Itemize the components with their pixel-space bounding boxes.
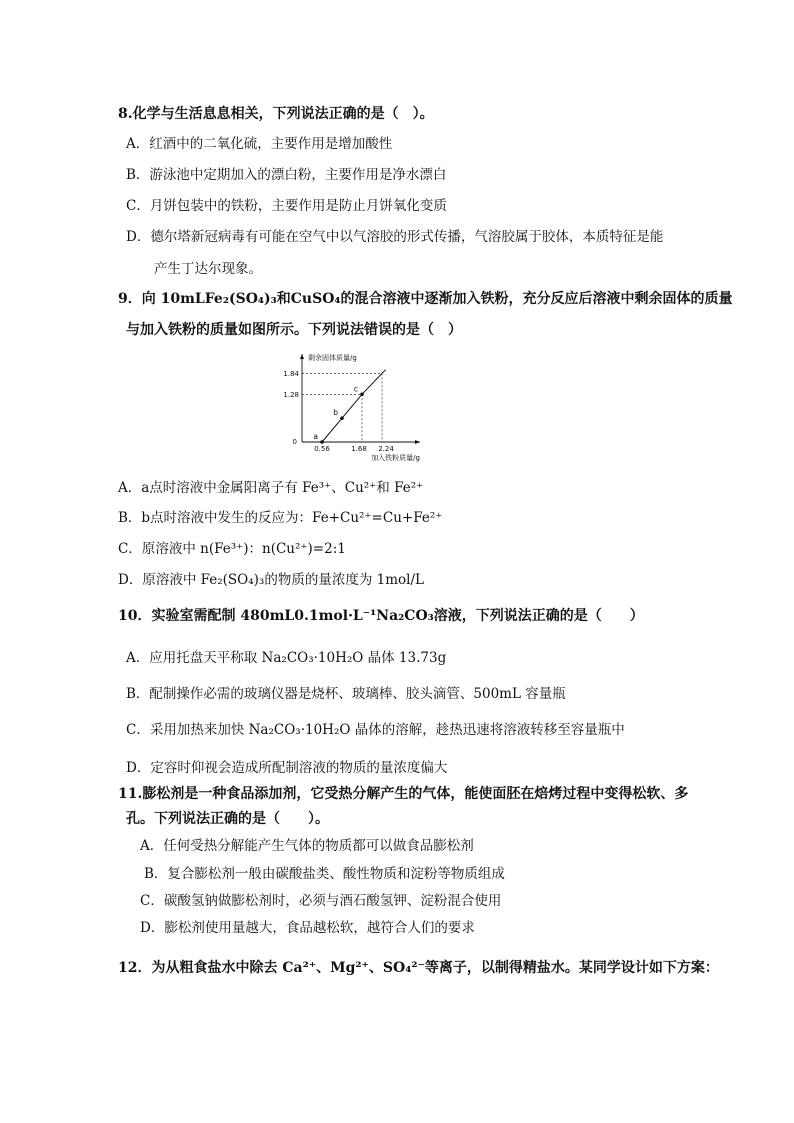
q9-option-a: A．a点时溶液中金属阳离子有 Fe³⁺、Cu²⁺和 Fe²⁺ bbox=[118, 480, 424, 496]
q8-option-d-cont: 产生丁达尔现象。 bbox=[154, 261, 262, 277]
q10-stem: 10．实验室需配制 480mL0.1mol·L⁻¹Na₂CO₃溶液，下列说法正确的是（ ） bbox=[118, 608, 644, 624]
series-line bbox=[322, 370, 386, 442]
q8-stem: 8.化学与生活息息相关，下列说法正确的是（ ）。 bbox=[118, 106, 434, 122]
q12-stem: 12．为从粗食盐水中除去 Ca²⁺、Mg²⁺、SO₄²⁻等离子，以制得精盐水。某同学设计如下方案： bbox=[118, 960, 719, 976]
q11-option-d: D．膨松剂使用量越大，食品越松软，越符合人们的要求 bbox=[140, 920, 475, 936]
q10-option-a: A．应用托盘天平称取 Na₂CO₃·10H₂O 晶体 13.73g bbox=[126, 650, 447, 666]
x-tick-label-0.56: 0.56 bbox=[314, 445, 330, 453]
q8-option-c: C．月饼包装中的铁粉，主要作用是防止月饼氧化变质 bbox=[126, 198, 447, 214]
q11-option-b: B．复合膨松剂一般由碳酸盐类、酸性物质和淀粉等物质组成 bbox=[144, 866, 505, 882]
y-tick-label-1.28: 1.28 bbox=[283, 390, 299, 399]
origin-label: 0 bbox=[292, 438, 297, 446]
point-b bbox=[340, 416, 344, 420]
q8-option-b: B．游泳池中定期加入的漂白粉，主要作用是净水漂白 bbox=[126, 167, 447, 183]
point-label-c: c bbox=[353, 384, 358, 394]
y-axis-label: 剩余固体质量/g bbox=[308, 354, 357, 362]
point-c bbox=[360, 392, 364, 396]
q9-chart bbox=[280, 350, 420, 470]
x-tick-label-2.24: 2.24 bbox=[378, 445, 394, 453]
q11-option-c: C．碳酸氢钠做膨松剂时，必须与酒石酸氢钾、淀粉混合使用 bbox=[140, 893, 502, 909]
q11-stem: 11.膨松剂是一种食品添加剂，它受热分解产生的气体，能使面胚在焙烤过程中变得松软、多 bbox=[118, 786, 689, 802]
y-tick-label-1.84: 1.84 bbox=[283, 369, 299, 378]
q9-stem: 9．向 10mLFe₂(SO₄)₃和CuSO₄的混合溶液中逐渐加入铁粉，充分反应后溶液中剩余固体的质量 bbox=[118, 291, 733, 307]
q9-option-c: C．原溶液中 n(Fe³⁺)：n(Cu²⁺)=2:1 bbox=[118, 541, 346, 557]
point-label-b: b bbox=[333, 408, 338, 418]
q9-stem-cont: 与加入铁粉的质量如图所示。下列说法错误的是（ ） bbox=[126, 322, 462, 338]
x-tick-label-1.68: 1.68 bbox=[351, 445, 367, 453]
q10-option-b: B．配制操作必需的玻璃仪器是烧杯、玻璃棒、胶头滴管、500mL 容量瓶 bbox=[126, 686, 566, 702]
q8-option-a: A．红酒中的二氧化硫，主要作用是增加酸性 bbox=[126, 136, 393, 152]
y-axis-arrow-icon bbox=[300, 354, 304, 359]
q10-option-d: D．定容时仰视会造成所配制溶液的物质的量浓度偏大 bbox=[126, 760, 448, 776]
q10-option-c: C．采用加热来加快 Na₂CO₃·10H₂O 晶体的溶解，趁热迅速将溶液转移至容量瓶中 bbox=[126, 722, 625, 738]
x-axis-label: 加入铁粉质量/g bbox=[371, 454, 420, 462]
q11-stem-cont: 孔。下列说法正确的是（ ）。 bbox=[126, 811, 329, 827]
q9-option-b: B．b点时溶液中发生的反应为：Fe+Cu²⁺=Cu+Fe²⁺ bbox=[118, 510, 443, 526]
q9-option-d: D．原溶液中 Fe₂(SO₄)₃的物质的量浓度为 1mol/L bbox=[118, 572, 424, 588]
q11-option-a: A．任何受热分解能产生气体的物质都可以做食品膨松剂 bbox=[140, 838, 474, 854]
point-label-a: a bbox=[313, 432, 318, 441]
q8-option-d: D．德尔塔新冠病毒有可能在空气中以气溶胶的形式传播，气溶胶属于胶体，本质特征是能 bbox=[126, 229, 664, 245]
point-a bbox=[320, 440, 324, 444]
x-axis-arrow-icon bbox=[415, 440, 420, 444]
